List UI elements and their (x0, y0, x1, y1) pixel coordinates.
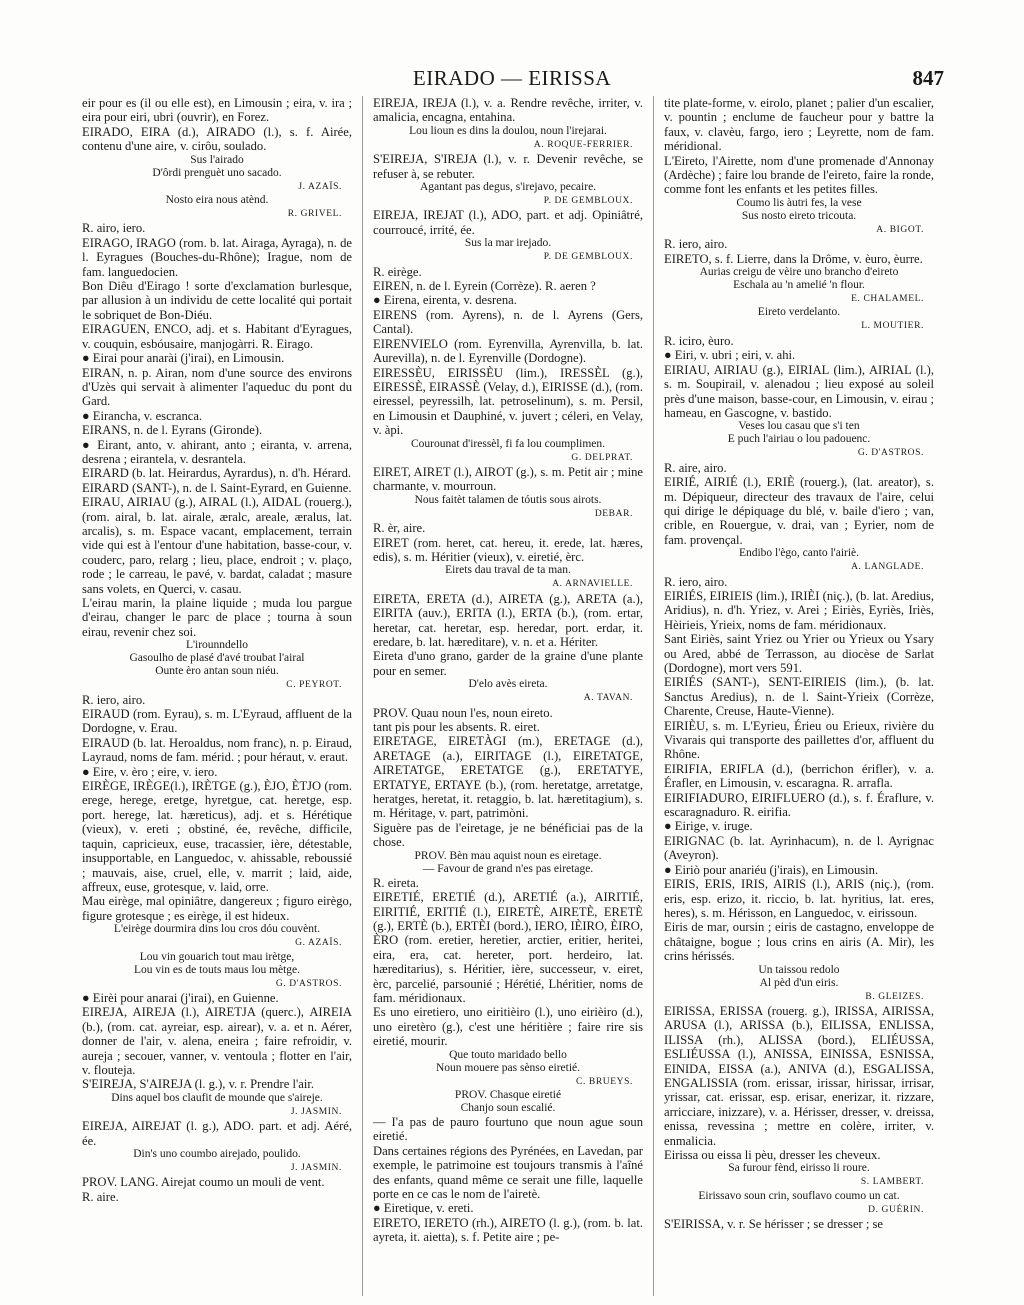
quote-attribution: DEBAR. (594, 508, 633, 519)
verse-quote: Chanjo soun escalié. (460, 1101, 556, 1114)
dictionary-entry: R. airo, iero. (82, 221, 146, 236)
dictionary-entry: ● Eire, v. èro ; eire, v. iero. (82, 764, 218, 779)
dictionary-entry: Siguère pas de l'eiretage, je ne bénéficiai pas de la chose. (373, 820, 643, 850)
verse-quote: Coumo lis àutri fes, la vese (736, 196, 862, 209)
quote-attribution: G. D'ASTROS. (275, 978, 342, 989)
dictionary-entry: PROV. Quau noun l'es, noun eireto. (373, 705, 553, 720)
verse-quote: D'elo avès eireta. (468, 678, 548, 691)
dictionary-entry: EIRARD (b. lat. Heirardus, Ayrardus), n. d'h. Hérard. (82, 466, 352, 481)
quote-attribution: P. DE GEMBLOUX. (543, 252, 633, 263)
dictionary-entry: Eirissa ou eissa li pèu, dresser les cheveux. (664, 1148, 881, 1162)
dictionary-entry: EIRARD (SANT-), n. de l. Saint-Eyrard, en Guienne. (82, 480, 352, 495)
column-divider (362, 96, 363, 1296)
dictionary-entry: EIREJA, IREJA (l.), v. a. Rendre revêche, irriter, v. amalicia, encagna, entahina. (373, 96, 643, 125)
dictionary-entry: — I'a pas de pauro fourtuno que noun ague soun eiretié. (373, 1114, 643, 1144)
dictionary-entry: Eireta d'uno grano, garder de la graine d'une plante pour en semer. (373, 649, 643, 678)
dictionary-entry: R. èr, aire. (373, 521, 426, 536)
dictionary-entry: S'EIRISSA, v. r. Se hérisser ; se dresser ; se (664, 1217, 884, 1232)
verse-quote: Noun mouere pas sènso eiretié. (435, 1061, 581, 1074)
dictionary-entry: R. aire. (82, 1189, 119, 1204)
quote-attribution: G. DELPRAT. (571, 452, 633, 463)
quote-attribution: C. BRUEYS. (576, 1076, 633, 1087)
dictionary-entry: EIRIS, ERIS, IRIS, AIRIS (l.), ARIS (niç.), (rom. eris, esp. erizo, it. riccio, b. lat. hyritius, lat. eres, heres), s. m. Hérisson, en Languedoc, v. eirissoun. (664, 877, 934, 920)
dictionary-entry: R. iero, airo. (664, 237, 728, 252)
verse-quote: Endibo l'ègo, canto l'airiè. (738, 547, 860, 560)
dictionary-entry: R. iero, airo. (664, 574, 728, 589)
dictionary-entry: PROV. LANG. Airejat coumo un mouli de vent. (82, 1175, 325, 1190)
dictionary-entry: ● Eirige, v. iruge. (664, 819, 753, 834)
dictionary-entry: R. aire, airo. (664, 460, 727, 475)
dictionary-entry: Bon Diêu d'Eirago ! sorte d'exclamation burlesque, par allusion à un individu de cette localité qui portait le sobriquet de Bon-Diéu. (82, 279, 352, 322)
quote-attribution: A. ARNAVIELLE. (552, 579, 633, 590)
verse-quote: Nous faitèt talamen de tóutis sous airots. (414, 493, 602, 506)
quote-attribution: J. JASMIN. (290, 1163, 342, 1173)
column-3 (664, 96, 934, 1232)
dictionary-columns (82, 96, 938, 1296)
running-title: EIRADO — EIRISSA (412, 66, 612, 90)
dictionary-entry: EIRESSÈU, EIRISSÈU (lim.), IRESSÈL (g.), EIRESSÈ, EIRASSÈ (Velay, d.), EIRISSE (d.), (rom. eiressel, peyressilh, lat. petroselinum), s. m. Persil, en Limousin et Dauphiné, v. juvert ; céleri, en Velay, v. àpi. (373, 365, 643, 438)
quote-attribution: A. ROQUE-FERRIER. (533, 139, 633, 150)
dictionary-entry: ● Eirèi pour anarai (j'irai), en Guienne. (82, 990, 279, 1005)
quote-attribution: J. AZAÏS. (298, 181, 342, 192)
dictionary-entry: EIRETIÉ, ERETIÉ (d.), ARETIÉ (a.), AIRITIÉ, EIRITIÉ, ERITIÉ (l.), EIRETÈ, AIRETÈ, ERETÈ (g.), ERTÈ (b.), ERTÈI (bord.), IERO, IÈIRO, ÈIRO, ÈRO (rom. eretier, heretier, arctier, eritier, heritei, eira, era, cat. hereter, port. herdeiro, lat. hæreditarius), s. Héritier, ière, successeur, v. eiret, èrc, parcelié, parsounié ; Hérétié, Lhéritier, noms de fam. méridionaux. (373, 890, 643, 1005)
dictionary-entry: EIRAUD (rom. Eyrau), s. m. L'Eyraud, affluent de la Dordogne, v. Erau. (82, 707, 352, 736)
verse-quote: Nosto eira nous atènd. (165, 194, 269, 207)
verse-quote: Veses lou casau que s'i ten (738, 420, 860, 433)
dictionary-entry: ● Eirancha, v. escranca. (82, 408, 203, 423)
dictionary-entry: EIREJA, IREJAT (l.), ADO, part. et adj. Opiniâtré, courroucé, irrité, ée. (373, 208, 643, 237)
verse-quote: Aurias creigu de vèire uno brancho d'eireto (699, 266, 899, 279)
verse-quote: Din's uno coumbo airejado, poulido. (133, 1148, 301, 1160)
dictionary-entry: EIRAGUEN, ENCO, adj. et s. Habitant d'Eyragues, v. couquin, esbóusaire, manjogàrri. R. Eirago. (82, 322, 352, 351)
quote-attribution: E. CHALAMEL. (851, 294, 924, 305)
verse-quote: Eirissavo soun crin, souflavo coumo un cat. (698, 1189, 900, 1202)
dictionary-entry: ● Eiretique, v. ereti. (373, 1201, 474, 1216)
dictionary-entry: EIRIÉ, AIRIÉ (l.), ERIÈ (rouerg.), (lat. areator), s. m. Dépiqueur, directeur des travaux de l'aire, celui qui dirige le dépiquage du blé, v. baile d'iero ; van, crible, en Rouergue, v. drai, van ; Eyrier, nom de fam. provençal. (664, 475, 934, 547)
verse-quote: Lou vin es de touts maus lou mètge. (133, 963, 301, 976)
dictionary-entry: EIRET, AIRET (l.), AIROT (g.), s. m. Petit air ; mine charmante, v. mourroun. (373, 464, 643, 494)
verse-quote: Al pèd d'un eiris. (759, 976, 839, 989)
dictionary-entry: eir pour es (il ou elle est), en Limousin ; eira, v. ira ; eira pour eiri, ubri (ouvrir), en Forez. (82, 96, 352, 125)
quote-attribution: R. GRIVEL. (287, 209, 342, 220)
dictionary-entry: EIREN, n. de l. Eyrein (Corrèze). R. aeren ? (373, 279, 596, 294)
dictionary-entry: EIRETA, ERETA (d.), AIRETA (g.), ARETA (a.), EIRITA (auv.), ERITA (l.), ERTA (b.), (rom. ertar, heretar, cat. heretar, esp. heredar, port. erdar, it. eredare, b. lat. hæreditare), v. n. et a. Hériter. (373, 591, 643, 649)
dictionary-entry: EIRIAU, AIRIAU (g.), EIRIAL (lim.), AIRIAL (l.), s. m. Soupirail, v. alenadou ; lieu exposé au soleil près d'une maison, basse-cour, en Limousin, v. eirau ; hameau, en Gascogne, v. bastido. (664, 362, 934, 420)
verse-quote: — Favour de grand n'es pas eiretage. (422, 862, 594, 875)
dictionary-entry: EIRENS (rom. Ayrens), n. de l. Ayrens (Gers, Cantal). (373, 307, 643, 337)
dictionary-entry: EIREJA, AIREJAT (l. g.), ADO. part. et adj. Aéré, ée. (82, 1119, 352, 1148)
dictionary-entry: L'eirau marin, la plaine liquide ; muda lou pargue d'eirau, changer le parc de place ; tourna à soun eirau, revenir chez soi. (82, 596, 352, 639)
dictionary-entry: EIRETO, s. f. Lierre, dans la Drôme, v. èuro, èurre. (664, 251, 923, 266)
quote-attribution: S. LAMBERT. (860, 1177, 924, 1188)
dictionary-entry: EIRADO, EIRA (d.), AIRADO (l.), s. f. Airée, contenu d'une aire, v. cirôu, soulado. (82, 124, 352, 154)
dictionary-entry: S'EIREJA, S'AIREJA (l. g.), v. r. Prendre l'air. (82, 1077, 314, 1092)
dictionary-entry: EIRENVIELO (rom. Eyrenvilla, Ayrenvilla, b. lat. Aurevilla), n. de l. Eyrenville (Dordogne). (373, 336, 643, 366)
quote-attribution: G. AZAÏS. (295, 938, 342, 949)
column-1 (82, 96, 352, 1204)
dictionary-entry: ● Eiri, v. ubri ; eiri, v. ahi. (664, 348, 796, 363)
quote-attribution: J. JASMIN. (290, 1106, 342, 1117)
dictionary-entry: EIRANS, n. de l. Eyrans (Gironde). (82, 423, 263, 438)
dictionary-entry: EIRIFIADURO, EIRIFLUERO (d.), s. f. Éraflure, v. escaragnaduro. R. eirifia. (664, 790, 934, 820)
verse-quote: Un taissou redolo (758, 963, 840, 976)
dictionary-entry: EIRÈGE, IRÈGE(l.), IRÈTGE (g.), ÈJO, ÈTJO (rom. erege, herege, eretge, hyretgue, cat. heretge, esp. port. herege, lat. hæreticus), adj. et s. Hérétique (vieux), v. ereti ; obstiné, ée, revêche, difficile, taquin, capricieux, euse, tracassier, ière, détestable, insupportable, en Languedoc, v. ahissable, reboussié ; mauvais, aise, cruel, elle, v. marrit ; laid, aide, affreux, euse, grotesque, v. laid, orre. (82, 779, 352, 894)
dictionary-entry: R. iciro, èuro. (664, 333, 734, 348)
verse-quote: Que touto maridado bello (449, 1048, 567, 1061)
verse-quote: D'ôrdi prenguèt uno sacado. (152, 166, 282, 179)
verse-quote: Dins aquel bos claufit de mounde que s'aireje. (111, 1091, 323, 1104)
dictionary-entry: ● Eirena, eirenta, v. desrena. (373, 293, 517, 308)
verse-quote: Eschala au 'n amelié 'n flour. (733, 279, 865, 292)
dictionary-entry: Eiris de mar, oursin ; eiris de castagno, enveloppe de châtaigne, bogue ; lous crins en airis (A. Mir), les crins hérissés. (664, 920, 934, 964)
quote-attribution: G. D'ASTROS. (857, 448, 924, 459)
dictionary-entry: EIRIGNAC (b. lat. Ayrinhacum), n. de l. Ayrignac (Aveyron). (664, 833, 934, 863)
quote-attribution: A. BIGOT. (876, 224, 924, 235)
quote-attribution: A. TAVAN. (583, 693, 633, 704)
dictionary-entry: ● Eirant, anto, v. ahirant, anto ; eiranta, v. arrena, desrena ; eirantela, v. desrantela. (82, 437, 352, 466)
dictionary-entry: EIRIÉS (SANT-), SENT-EIRIEIS (lim.), (b. lat. Sanctus Aredius), n. de l. Saint-Yrieix (Corrèze, Charente, Creuse, Haute-Vienne). (664, 675, 934, 719)
verse-quote: Courounat d'iressèl, fi fa lou coumplimen. (410, 437, 606, 450)
quote-attribution: L. MOUTIER. (861, 321, 924, 332)
dictionary-entry: R. eireta. (373, 875, 419, 890)
verse-quote: PROV. Chasque eiretié (454, 1088, 562, 1101)
dictionary-entry: EIRAGO, IRAGO (rom. b. lat. Airaga, Ayraga), n. de l. Eyragues (Bouches-du-Rhône); Irague, nom de fam. languedocien. (82, 235, 352, 279)
dictionary-entry: EIRAUD (b. lat. Heroaldus, nom franc), n. p. Eiraud, Layraud, noms de fam. mérid. ; pour héraut, v. eraut. (82, 735, 352, 765)
verse-quote: Sa furour fènd, eirisso li roure. (728, 1162, 870, 1175)
dictionary-entry: ● Eirai pour anarài (j'irai), en Limousin. (82, 351, 285, 366)
dictionary-entry: EIRIFIA, ERIFLA (d.), (berrichon érifler), v. a. Érafler, en Limousin, v. escaragna. R. arrafla. (664, 761, 934, 791)
verse-quote: Sus l'airado (190, 153, 244, 166)
quote-attribution: P. DE GEMBLOUX. (543, 196, 633, 207)
verse-quote: Eireto verdelanto. (757, 306, 841, 319)
dictionary-entry: EIREJA, AIREJA (l.), AIRETJA (querc.), AIREIA (b.), (rom. cat. ayreiar, esp. airear), v. a. et n. Aérer, donner de l'air, v. alena, eneira ; faire refroidir, v. aureja ; secouer, vanner, v. ventoula ; flotter en l'air, v. flouteja. (82, 1005, 352, 1077)
verse-quote: E puch l'airiau o lou padouenc. (727, 433, 871, 446)
verse-quote: Lou vin gouarich tout mau irètge, (139, 950, 295, 963)
dictionary-entry: L'Eireto, l'Airette, nom d'une promenade d'Annonay (Ardèche) ; faire lou brande de l'eireto, faire la ronde, comme font les enfants et les petites filles. (664, 153, 934, 197)
dictionary-entry: ● Eiriò pour anariéu (j'irais), en Limousin. (664, 862, 879, 877)
dictionary-entry: R. eirège. (373, 264, 422, 279)
dictionary-entry: EIRISSA, ERISSA (rouerg. g.), IRISSA, AIRISSA, ARUSA (l.), ARISSA (b.), EILISSA, ENLISSA, ILISSA (rh.), ALISSA (bord.), ELIÉUSSA, ESLIÉUSSA (l.), ANISSA, EINISSA, ESNISSA, EINIDA, EISSA (a.), ANIVA (d.), ESGALISSA, ENGALISSIA (rom. erissar, irissar, hirissar, irrisar, yrissar, cat. erissar, esp. erisar, enerizar, it. rizzare, arricciare, inizzare), v. a. Hérisser, dresser, v. dreissa, enissa, revessina ; mettre en colère, irriter, v. enmalicia. (664, 1003, 934, 1148)
verse-quote: PROV. Bèn mau aquist noun es eiretage. (414, 849, 602, 862)
verse-quote: Gasoulho de plasé d'avé troubat l'airal (129, 652, 305, 665)
dictionary-entry: tant pis pour les absents. R. eiret. (373, 720, 540, 735)
verse-quote: Agantant pas degus, s'irejavo, pecaire. (419, 181, 597, 194)
dictionary-entry: S'EIREJA, S'IREJA (l.), v. r. Devenir revêche, se refuser à, se rebuter. (373, 152, 643, 181)
verse-quote: Ounte èro antan soun niéu. (155, 665, 279, 678)
verse-quote: Eirets dau traval de ta man. (445, 564, 571, 577)
dictionary-entry: EIRET (rom. heret, cat. hereu, it. erede, lat. hæres, edis), s. m. Héritier (vieux), v. eiretié, èrc. (373, 535, 643, 564)
dictionary-entry: R. iero, airo. (82, 692, 146, 707)
dictionary-entry: EIRETO, IERETO (rh.), AIRETO (l. g.), (rom. b. lat. ayreta, it. aietta), s. f. Petite aire ; pe- (373, 1215, 643, 1245)
dictionary-entry: EIRIÈU, s. m. L'Eyrieu, Érieu ou Erieux, rivière du Vivarais qui transporte des paillettes d'or, affluent du Rhône. (664, 718, 934, 762)
verse-quote: Sus la mar irejado. (464, 237, 552, 250)
verse-quote: Lou lioun es dins la doulou, noun l'irejarai. (409, 124, 607, 137)
page-number: 847 (912, 66, 944, 90)
dictionary-entry: Sant Eiriès, saint Yriez ou Yrier ou Yrieux ou Ysary ou Ared, abbé de Terrasson, au diocèse de Sarlat (Dordogne), mort vers 591. (664, 632, 934, 675)
quote-attribution: B. GLEIZES. (865, 991, 924, 1002)
dictionary-entry: EIRAU, AIRIAU (g.), AIRAL (l.), AIDAL (rouerg.), (rom. airal, b. lat. airale, æralc, areale, æralus, lat. arcalis), s. m. Espace vacant, emplacement, terrain vide qui est à l'entour d'une habitation, basse-cour, v. couderc, paro, relarg ; lieu, place, endroit ; v. plaço, rode ; le carreau, le pavé, v. bardat, caladat ; masure sans volets, en Querci, v. casau. (82, 495, 352, 596)
dictionary-entry: Dans certaines régions des Pyrénées, en Lavedan, par exemple, le patrimoine est toujours transmis à l'aîné des enfants, quand même ce serait une fille, laquelle porte en ce cas le nom de l'airetè. (373, 1143, 643, 1201)
verse-quote: L'irounndello (185, 639, 249, 652)
quote-attribution: D. GUÉRIN. (868, 1204, 924, 1215)
quote-attribution: A. LANGLADE. (851, 562, 924, 573)
column-2 (373, 96, 643, 1245)
quote-attribution: C. PEYROT. (286, 680, 342, 691)
verse-quote: L'eirège dourmira dins lou cros dóu couvènt. (113, 923, 321, 936)
dictionary-entry: tite plate-forme, v. eirolo, planet ; palier d'un escalier, v. pountin ; enclume de faucheur pour y battre la faux, v. clavèu, fargo, iero ; Leyrette, nom de fam. méridional. (664, 96, 934, 154)
dictionary-entry: EIRETAGE, EIRETÀGI (m.), ERETAGE (d.), ARETAGE (a.), EIRITAGE (l.), EIRETATGE, AIRETATGE, ERETATGE (g.), ERETATYE, ERTATYE, ERTAYE (b.), (rom. heretatge, arretatge, heratges, heretat, it. retaggio, b. lat. hæretitagium), s. m. Héritage, v. part, patrimòni. (373, 734, 643, 821)
dictionary-entry: EIRAN, n. p. Airan, nom d'une source des environs d'Uzès qui servait à alimenter l'aqueduc du pont du Gard. (82, 365, 352, 409)
verse-quote: Sus nosto eireto tricouta. (741, 209, 857, 222)
dictionary-entry: Es uno eiretiero, uno eiritièiro (l.), uno eirièiro (d.), uno eiretèro (g.), c'est une héritière ; faire rire sis eiretié, mourir. (373, 1005, 643, 1049)
dictionary-entry: Mau eirège, mal opiniâtre, dangereux ; figuro eirègo, figure grotesque ; es eirège, il est hideux. (82, 894, 352, 923)
column-divider (653, 96, 654, 1296)
dictionary-entry: EIRIÉS, EIRIEIS (lim.), IRIÈI (niç.), (b. lat. Aredius, Aridius), n. d'h. Yriez, v. Arei ; Eiriès, Eyriès, Iriès, Hèirieis, Yrieix, noms de fam. méridionaux. (664, 588, 934, 632)
